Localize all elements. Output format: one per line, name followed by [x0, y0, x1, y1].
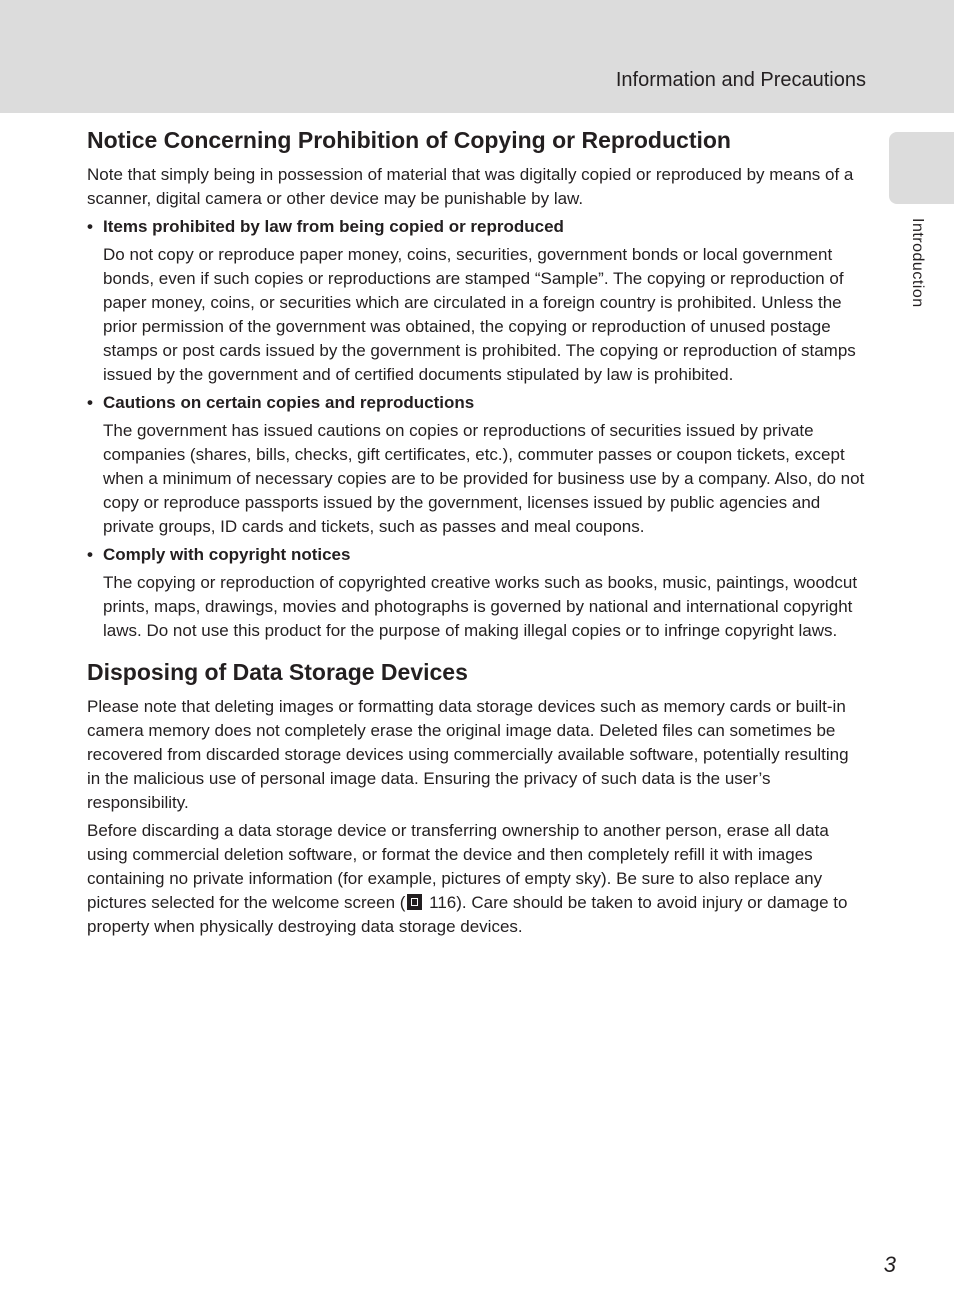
bullet-item-title: [87, 543, 865, 567]
chapter-tab[interactable]: [889, 132, 954, 204]
chapter-tab-label: Introduction: [909, 218, 926, 308]
bullet-icon: •: [87, 217, 93, 236]
bullet-item-title: [87, 215, 865, 239]
section-title: Information and Precautions: [615, 69, 866, 91]
disposing-heading: Disposing of Data Storage Devices: [87, 659, 468, 685]
page-reference-number[interactable]: 116: [424, 893, 457, 912]
page-reference-icon: [407, 894, 422, 910]
notice-intro: Note that simply being in possession of material that was digitally copied or reproduced by means of a scanner, digital camera or other device may be punishable by law.: [87, 165, 854, 208]
bullet-icon: •: [87, 393, 93, 412]
notice-heading: Notice Concerning Prohibition of Copying or Reproduction: [87, 127, 731, 153]
bullet-icon: •: [87, 545, 93, 564]
bullet-item-body: The copying or reproduction of copyrighted creative works such as books, music, paintings, woodcut prints, maps, drawings, movies and photographs is governed by national and international copyright laws. Do not use this product for the purpose of making illegal copies or to infringe copyright laws.: [103, 573, 858, 640]
disposing-paragraph-1: Please note that deleting images or formatting data storage devices such as memory cards or built-in camera memory does not completely erase the original image data. Deleted files can sometimes be recovered from discarded storage devices using commercially available software, potentially resulting in the malicious use of personal image data. Ensuring the privacy of such data is the user’s responsibility.: [87, 697, 849, 812]
bullet-title-text: Comply with copyright notices: [103, 545, 351, 564]
bullet-item-title: [87, 391, 865, 415]
bullet-item-body: The government has issued cautions on copies or reproductions of securities issued by private companies (shares, bills, checks, gift certificates, etc.), commuter passes or coupon tickets, except when a minimum of necessary copies are to be provided for business use by a company. Also, do not copy or reproduce passports issued by the government, licenses issued by public agencies and private groups, ID cards and tickets, such as passes and meal coupons.: [103, 421, 865, 536]
disposing-paragraph-2: [87, 819, 865, 939]
page-content: [87, 122, 865, 939]
bullet-item-body: Do not copy or reproduce paper money, coins, securities, government bonds or local government bonds, even if such copies or reproductions are stamped “Sample”. The copying or reproduction of paper money, coins, or securities which are circulated in a foreign country is prohibited. Unless the prior permission of the government was obtained, the copying or reproduction of unused postage stamps or post cards issued by the government is prohibited. The copying or reproduction of stamps issued by the government and of certified documents stipulated by law is prohibited.: [103, 245, 856, 384]
header-band: [0, 0, 954, 113]
bullet-title-text: Cautions on certain copies and reproductions: [103, 393, 475, 412]
page-number: 3: [883, 1252, 896, 1277]
paragraph-text: Before discarding a data storage device or transferring ownership to another person, erase all data using commercial deletion software, or format the device and then completely refill it with images containing no private information (for example, pictures of empty sky). Be sure to also replace any pictures selected for the welcome screen (: [87, 821, 829, 912]
bullet-title-text: Items prohibited by law from being copied or reproduced: [103, 217, 564, 236]
paragraph-text: ). Care should be taken to avoid injury or damage to property when physically destroying data storage devices.: [87, 893, 848, 936]
